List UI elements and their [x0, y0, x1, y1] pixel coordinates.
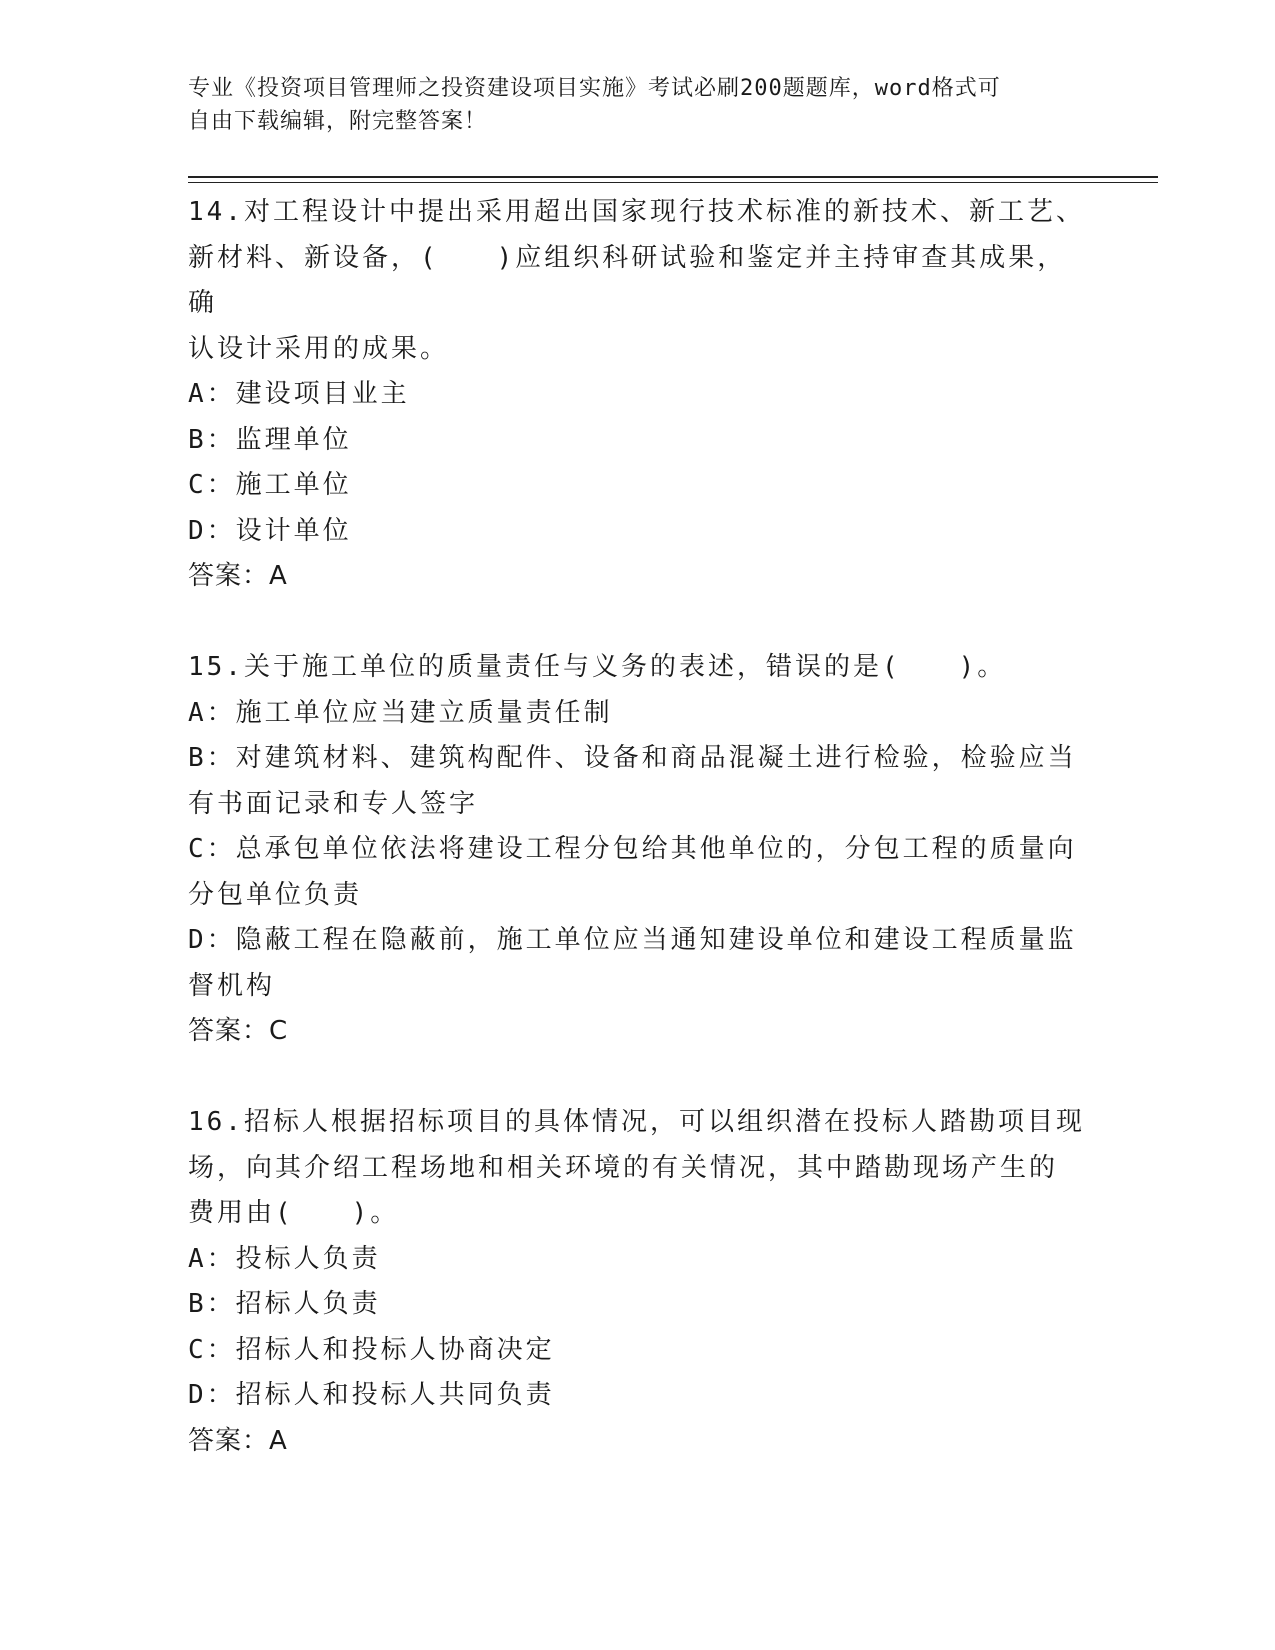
option-c: C：招标人和投标人协商决定	[188, 1334, 555, 1365]
answer-line: 答案：A	[188, 561, 288, 591]
question-15	[188, 645, 1088, 1055]
question-stem-line: 14.对工程设计中提出采用超出国家现行技术标准的新技术、新工艺、	[188, 197, 1085, 227]
header-line-1: 专业《投资项目管理师之投资建设项目实施》考试必刷200题题库，word格式可	[188, 76, 1001, 101]
option-d: D：隐蔽工程在隐蔽前，施工单位应当通知建设单位和建设工程质量监	[188, 925, 1077, 955]
header-divider-thin	[188, 182, 1158, 183]
option-c-continued: 分包单位负责	[188, 879, 363, 910]
question-16	[188, 1100, 1088, 1464]
question-stem-line: 认设计采用的成果。	[188, 333, 450, 364]
option-d: D：招标人和投标人共同负责	[188, 1380, 555, 1410]
document-header	[188, 72, 1068, 138]
answer-line: 答案：C	[188, 1016, 289, 1046]
option-a: A：建设项目业主	[188, 379, 410, 409]
question-spacer	[188, 600, 1088, 646]
header-line-2: 自由下载编辑，附完整答案！	[188, 109, 488, 134]
question-stem-line: 场，向其介绍工程场地和相关环境的有关情况，其中踏勘现场产生的	[188, 1152, 1059, 1183]
option-b-continued: 有书面记录和专人签字	[188, 788, 479, 819]
option-d-continued: 督机构	[188, 970, 276, 1001]
header-divider-thick	[188, 176, 1158, 178]
question-stem-line: 16.招标人根据招标项目的具体情况，可以组织潜在投标人踏勘项目现	[188, 1107, 1085, 1137]
option-b: B：监理单位	[188, 424, 352, 455]
option-b: B：对建筑材料、建筑构配件、设备和商品混凝土进行检验，检验应当	[188, 743, 1077, 773]
option-b: B：招标人负责	[188, 1289, 381, 1319]
option-c: C：总承包单位依法将建设工程分包给其他单位的，分包工程的质量向	[188, 834, 1077, 864]
option-d: D：设计单位	[188, 515, 352, 546]
option-a: A：施工单位应当建立质量责任制	[188, 697, 613, 728]
question-14	[188, 190, 1088, 600]
option-a: A：投标人负责	[188, 1243, 381, 1274]
answer-line: 答案：A	[188, 1425, 288, 1456]
question-stem-line: 新材料、新设备，( )应组织科研试验和鉴定并主持审查其成果，确	[188, 242, 1067, 318]
question-spacer	[188, 1055, 1088, 1101]
option-c: C：施工单位	[188, 470, 352, 500]
question-stem-line: 费用由( )。	[188, 1198, 400, 1228]
question-list	[188, 190, 1088, 1464]
question-stem-line: 15.关于施工单位的质量责任与义务的表述，错误的是( )。	[188, 652, 1007, 682]
